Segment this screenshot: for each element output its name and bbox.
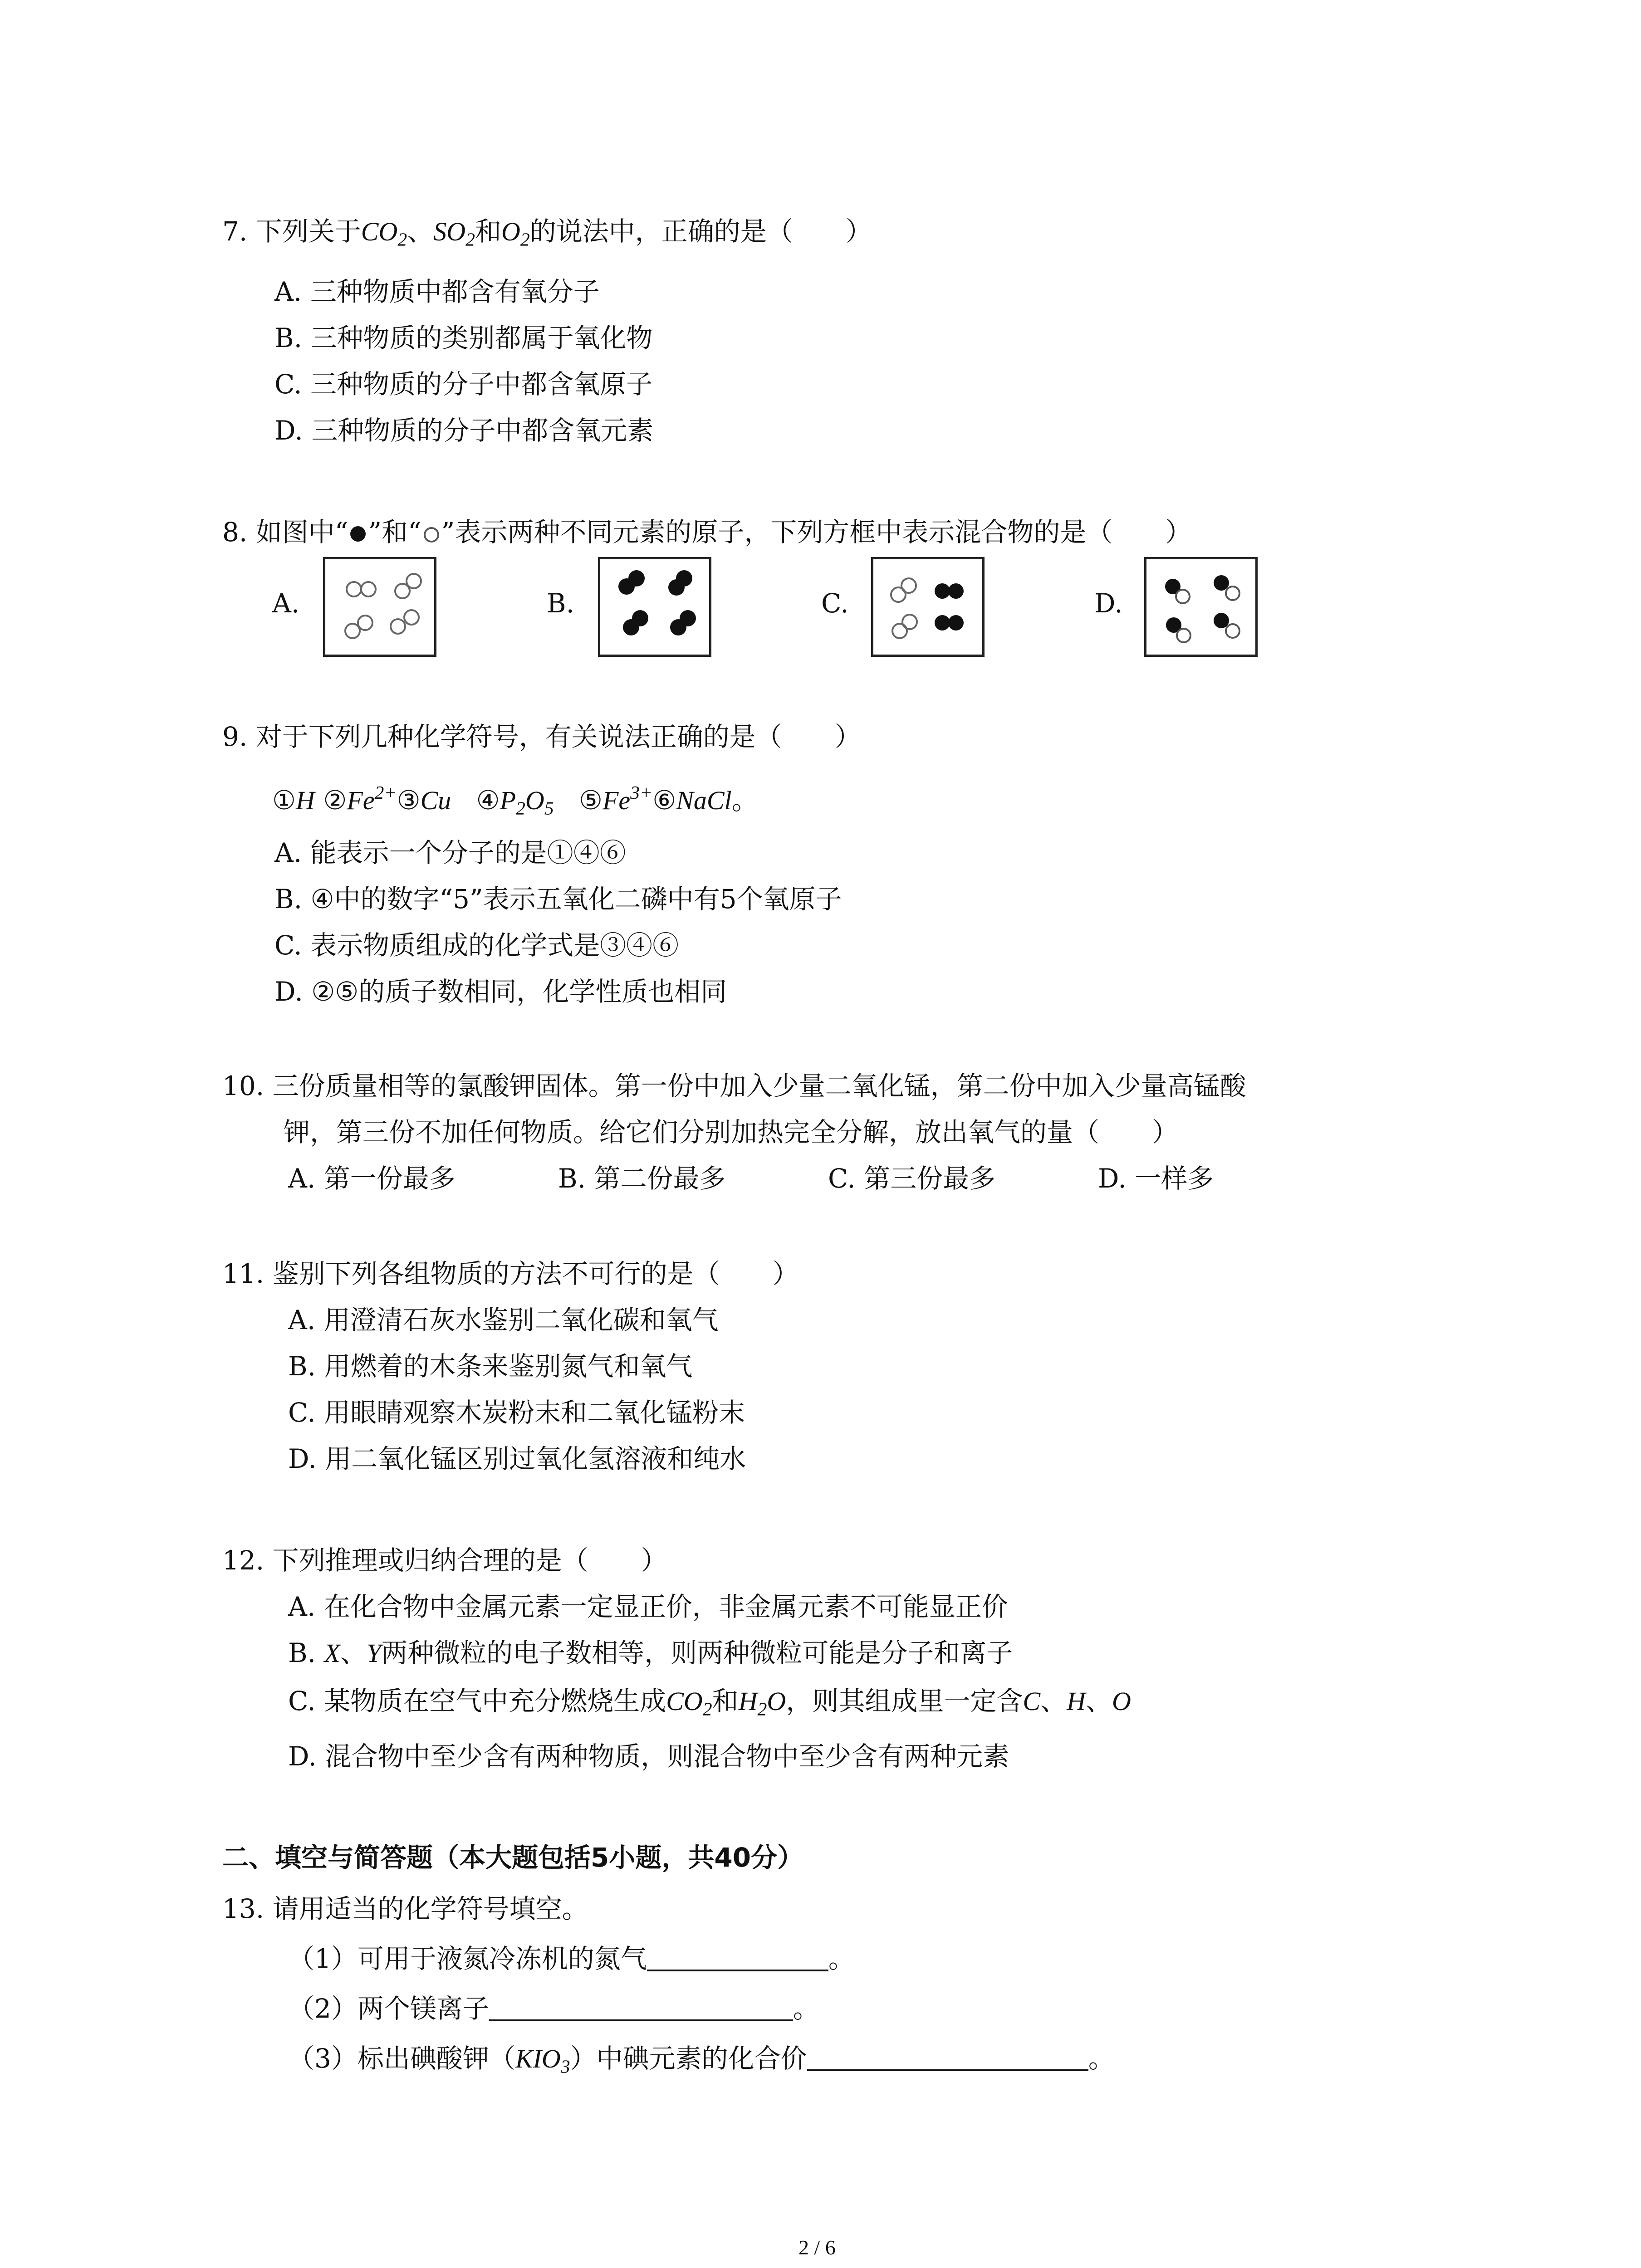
q12-option-c: C. 某物质在空气中充分燃烧生成$CO_2$和$H_2O$，则其组成里一定含C、H、O xyxy=(288,1686,1131,1720)
q9-option-d: D. ②⑤的质子数相同，化学性质也相同 xyxy=(274,976,727,1007)
q7-option-b: B. 三种物质的类别都属于氧化物 xyxy=(274,323,653,353)
formula-co2: $CO_2$ xyxy=(361,217,407,250)
formula-o2: $O_2$ xyxy=(501,217,530,250)
q8-stem: 8. 如图中“ ”和“ ”表示两种不同元素的原子，下列方框中表示混合物的是（ ） xyxy=(222,517,1192,547)
q10-option-c: C. 第三份最多 xyxy=(828,1163,996,1194)
q11-option-d: D. 用二氧化锰区别过氧化氢溶液和纯水 xyxy=(288,1443,746,1474)
q13-part-3: （3）标出碘酸钾$(KIO_3)$中碘元素的化合价 。 xyxy=(288,2043,1115,2077)
q12-option-a: A. 在化合物中金属元素一定显正价，非金属元素不可能显正价 xyxy=(288,1591,1008,1622)
page-number: 2 / 6 xyxy=(798,2236,836,2259)
q10-option-b: B. 第二份最多 xyxy=(558,1163,726,1194)
q13-stem: 13. 请用适当的化学符号填空。 xyxy=(222,1893,588,1924)
q8-box-c xyxy=(871,557,985,657)
q11-option-b: B. 用燃着的木条来鉴别氮气和氧气 xyxy=(288,1351,693,1382)
q11-option-c: C. 用眼睛观察木炭粉末和二氧化锰粉末 xyxy=(288,1397,745,1428)
black-atom-icon xyxy=(348,524,368,544)
q8-label-a: A. xyxy=(272,588,300,619)
answer-blank-1[interactable] xyxy=(647,1944,828,1971)
q12-option-d: D. 混合物中至少含有两种物质，则混合物中至少含有两种元素 xyxy=(288,1741,1009,1772)
q10-option-a: A. 第一份最多 xyxy=(288,1163,456,1194)
q11-option-a: A. 用澄清石灰水鉴别二氧化碳和氧气 xyxy=(288,1305,719,1335)
q7-stem: 7. 下列关于$CO_2$、$SO_2$和$O_2$的说法中，正确的是（ ） xyxy=(222,216,872,250)
q10-stem-line1: 10. 三份质量相等的氯酸钾固体。第一份中加入少量二氧化锰，第二份中加入少量高锰酸 xyxy=(222,1070,1246,1101)
q8-box-b xyxy=(598,557,711,657)
q8-box-a xyxy=(323,557,436,657)
molecule-diagram-a xyxy=(325,559,434,655)
q7-option-c: C. 三种物质的分子中都含氧原子 xyxy=(274,369,653,400)
q8-label-c: C. xyxy=(821,588,849,619)
q10-stem-line2: 钾，第三份不加任何物质。给它们分别加热完全分解，放出氧气的量（ ） xyxy=(284,1117,1179,1148)
white-atom-icon xyxy=(421,524,441,544)
formula-so2: $SO_2$ xyxy=(433,217,475,250)
q13-part-2: （2）两个镁离子 。 xyxy=(288,1993,819,2024)
q8-label-b: B. xyxy=(547,588,575,619)
q8-box-d xyxy=(1144,557,1258,657)
molecule-diagram-d xyxy=(1146,559,1255,655)
q12-stem: 12. 下列推理或归纳合理的是（ ） xyxy=(222,1545,667,1576)
molecule-diagram-b xyxy=(600,559,709,655)
section-title: 二、填空与简答题（本大题包括5小题，共40分） xyxy=(222,1842,804,1873)
q8-label-d: D. xyxy=(1094,588,1123,619)
q10-option-d: D. 一样多 xyxy=(1098,1163,1214,1194)
answer-blank-2[interactable] xyxy=(489,1994,793,2021)
q7-option-a: A. 三种物质中都含有氧分子 xyxy=(274,276,600,307)
q9-option-b: B. ④中的数字“5”表示五氧化二磷中有5个氧原子 xyxy=(274,884,842,914)
answer-blank-3[interactable] xyxy=(807,2044,1088,2071)
molecule-diagram-c xyxy=(873,559,982,655)
q13-part-1: （1）可用于液氮冷冻机的氮气 。 xyxy=(288,1943,855,1974)
q9-symbols: ①H $②Fe^{2+}③Cu$ $④P_2O_5$ $⑤Fe^{3+}⑥NaCl$。 xyxy=(272,782,758,819)
q9-stem: 9. 对于下列几种化学符号，有关说法正确的是（ ） xyxy=(222,721,861,752)
q9-option-a: A. 能表示一个分子的是①④⑥ xyxy=(274,837,626,868)
q7-option-d: D. 三种物质的分子中都含氧元素 xyxy=(274,415,654,446)
q11-stem: 11. 鉴别下列各组物质的方法不可行的是（ ） xyxy=(222,1258,799,1289)
q12-option-b: B. X、Y两种微粒的电子数相等，则两种微粒可能是分子和离子 xyxy=(288,1637,1013,1668)
q9-option-c: C. 表示物质组成的化学式是③④⑥ xyxy=(274,930,679,961)
